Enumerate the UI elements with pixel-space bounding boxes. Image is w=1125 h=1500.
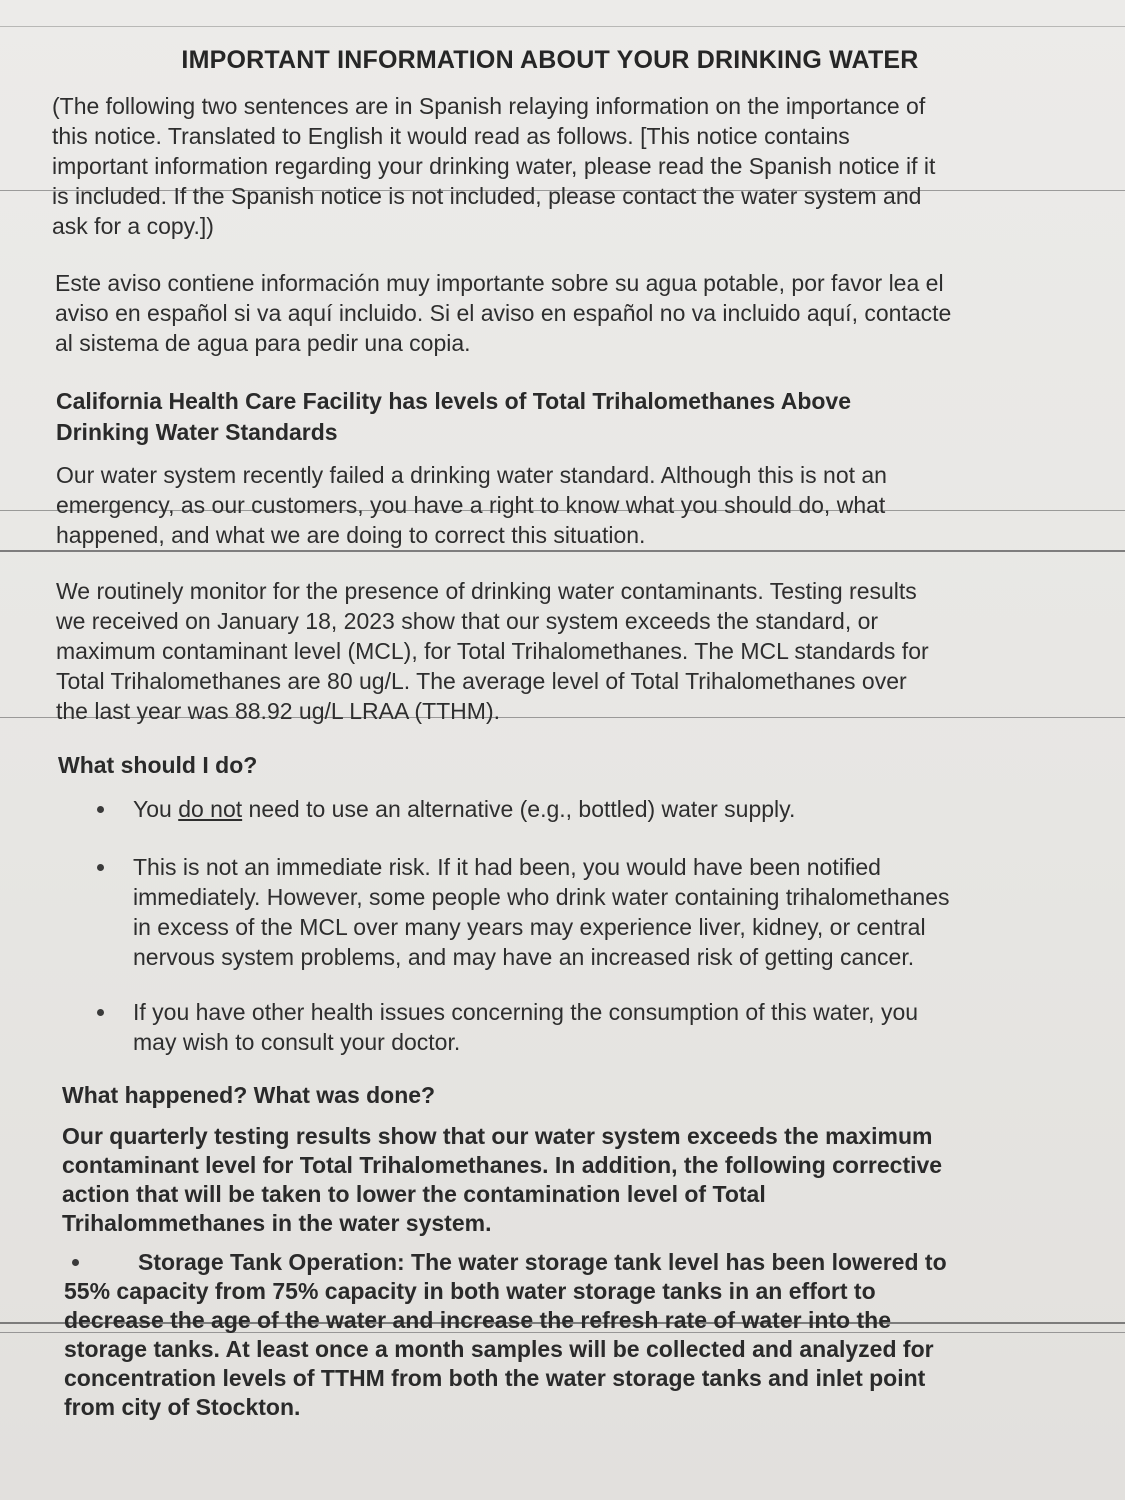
bullet-line: in excess of the MCL over many years may experience liver, kidney, or central (133, 914, 926, 940)
bullet-consult-doctor (133, 997, 1053, 1057)
violation-heading-line: Drinking Water Standards (56, 419, 338, 445)
failed-standard-line: emergency, as our customers, you have a right to know what you should do, what (56, 492, 886, 518)
bullet-dot (97, 864, 104, 871)
scan-rule-top (0, 26, 1125, 27)
quarterly-line: action that will be taken to lower the contamination level of Total (62, 1181, 766, 1207)
what-to-do-heading: What should I do? (58, 752, 258, 778)
bullet-text: You (133, 796, 179, 822)
intro-english-line: ask for a copy.]) (52, 213, 214, 239)
document-title: IMPORTANT INFORMATION ABOUT YOUR DRINKING WATER (181, 46, 919, 74)
monitoring-line: the last year was 88.92 ug/L LRAA (TTHM). (56, 698, 500, 724)
violation-heading (56, 386, 1056, 448)
storage-tank-line: storage tanks. At least once a month samples will be collected and analyzed for (64, 1336, 934, 1362)
quarterly-results-paragraph (62, 1122, 1062, 1238)
monitoring-line: we received on January 18, 2023 show that our system exceeds the standard, or (56, 608, 879, 634)
intro-english-line: is included. If the Spanish notice is not included, please contact the water system and (52, 183, 922, 209)
bullet-dot (72, 1259, 79, 1266)
storage-tank-line: 55% capacity from 75% capacity in both water storage tanks in an effort to (64, 1278, 876, 1304)
bullet-dot (97, 1009, 104, 1016)
storage-tank-line: from city of Stockton. (64, 1394, 301, 1420)
bullet-line: nervous system problems, and may have an increased risk of getting cancer. (133, 944, 915, 970)
storage-tank-line: Storage Tank Operation: The water storage tank level has been lowered to (138, 1249, 947, 1275)
bullet-line: may wish to consult your doctor. (133, 1029, 461, 1055)
failed-standard-line: Our water system recently failed a drinking water standard. Although this is not an (56, 462, 887, 488)
intro-spanish-line: aviso en español si va aquí incluido. Si el aviso en español no va incluido aquí, contacte (55, 300, 952, 326)
intro-english-line: (The following two sentences are in Spanish relaying information on the importance of (52, 93, 926, 119)
intro-english (52, 91, 1052, 241)
bullet-text: need to use an alternative (e.g., bottled) water supply. (242, 796, 796, 822)
intro-english-line: important information regarding your drinking water, please read the Spanish notice if it (52, 153, 936, 179)
bullet-dot (97, 806, 104, 813)
intro-english-line: this notice. Translated to English it would read as follows. [This notice contains (52, 123, 850, 149)
bullet-underlined-text: do not (178, 796, 243, 822)
monitoring-paragraph (56, 576, 1076, 726)
bullet-line: If you have other health issues concerning the consumption of this water, you (133, 999, 919, 1025)
quarterly-line: Our quarterly testing results show that our water system exceeds the maximum (62, 1123, 933, 1149)
storage-tank-line: concentration levels of TTHM from both the water storage tanks and inlet point (64, 1365, 926, 1391)
failed-standard-line: happened, and what we are doing to correct this situation. (56, 522, 646, 548)
quarterly-line: Trihalommethanes in the water system. (62, 1210, 492, 1236)
monitoring-line: Total Trihalomethanes are 80 ug/L. The average level of Total Trihalomethanes over (56, 668, 907, 694)
intro-spanish-line: Este aviso contiene información muy importante sobre su agua potable, por favor lea el (55, 270, 944, 296)
bullet-alternative-supply (133, 794, 1033, 824)
quarterly-line: contaminant level for Total Trihalomethanes. In addition, the following corrective (62, 1152, 943, 1178)
bullet-line: This is not an immediate risk. If it had been, you would have been notified (133, 854, 881, 880)
failed-standard-paragraph (56, 460, 1056, 550)
bullet-line: immediately. However, some people who drink water containing trihalomethanes (133, 884, 950, 910)
intro-spanish (55, 268, 1065, 358)
violation-heading-line: California Health Care Facility has levels of Total Trihalomethanes Above (56, 388, 852, 414)
scan-rule-3 (0, 550, 1125, 552)
what-happened-heading: What happened? What was done? (62, 1082, 436, 1108)
storage-tank-paragraph (64, 1248, 1064, 1422)
monitoring-line: maximum contaminant level (MCL), for Total Trihalomethanes. The MCL standards for (56, 638, 929, 664)
monitoring-line: We routinely monitor for the presence of drinking water contaminants. Testing results (56, 578, 917, 604)
intro-spanish-line: al sistema de agua para pedir una copia. (55, 330, 471, 356)
bullet-immediate-risk (133, 852, 1053, 972)
storage-tank-line: decrease the age of the water and increase the refresh rate of water into the (64, 1307, 891, 1333)
